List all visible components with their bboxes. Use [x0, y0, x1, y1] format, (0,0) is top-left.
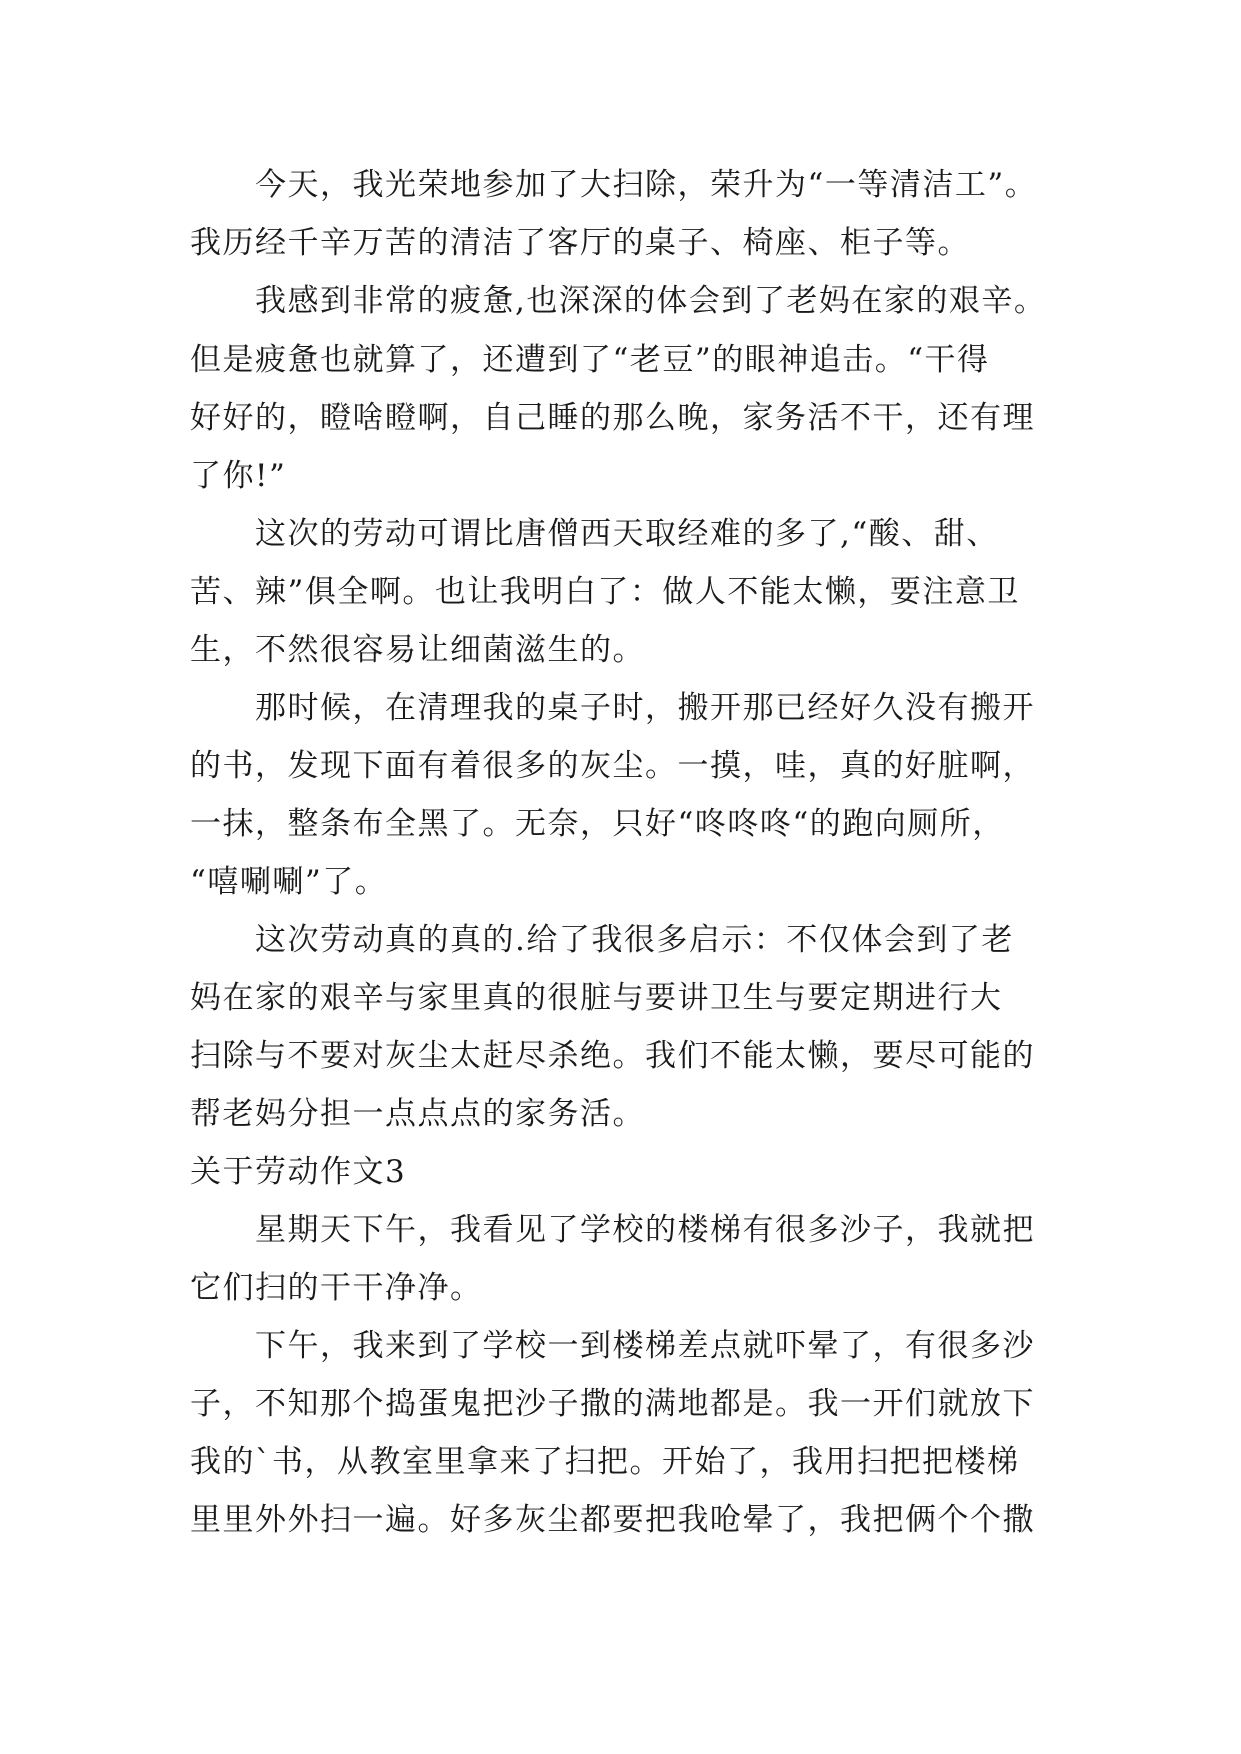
text-line: “嘻唰唰”了。 — [190, 864, 388, 900]
text-line: 里里外外扫一遍。好多灰尘都要把我呛晕了，我把俩个个撒 — [190, 1502, 1035, 1538]
text-line: 子，不知那个捣蛋鬼把沙子撒的满地都是。我一开们就放下 — [190, 1386, 1035, 1422]
text-line: 那时候，在清理我的桌子时，搬开那已经好久没有搬开 — [255, 690, 1035, 726]
text-line: 生，不然很容易让细菌滋生的。 — [190, 632, 645, 668]
text-line: 星期天下午，我看见了学校的楼梯有很多沙子，我就把 — [255, 1212, 1035, 1248]
text-line: 苦、辣”俱全啊。也让我明白了：做人不能太懒，要注意卫 — [190, 574, 1020, 610]
text-line: 这次的劳动可谓比唐僧西天取经难的多了,“酸、甜、 — [255, 516, 999, 552]
text-line: 一抹，整条布全黑了。无奈，只好“咚咚咚“的跑向厕所， — [190, 806, 1005, 842]
text-line: 了你!” — [190, 458, 287, 494]
text-line: 今天，我光荣地参加了大扫除，荣升为“一等清洁工”。 — [255, 167, 1038, 203]
text-line: 但是疲惫也就算了，还遭到了“老豆”的眼神追击。“干得 — [190, 342, 990, 378]
text-line: 这次劳动真的真的.给了我很多启示：不仅体会到了老 — [255, 922, 1014, 958]
text-line: 好好的，瞪啥瞪啊，自己睡的那么晚，家务活不干，还有理 — [190, 400, 1035, 436]
text-line: 妈在家的艰辛与家里真的很脏与要讲卫生与要定期进行大 — [190, 980, 1003, 1016]
text-line: 它们扫的干干净净。 — [190, 1270, 483, 1306]
text-line: 我的`书，从教室里拿来了扫把。开始了，我用扫把把楼梯 — [190, 1444, 1020, 1480]
section-heading: 关于劳动作文3 — [190, 1154, 407, 1190]
text-line: 的书，发现下面有着很多的灰尘。一摸，哇，真的好脏啊， — [190, 748, 1035, 784]
text-line: 帮老妈分担一点点点的家务活。 — [190, 1096, 645, 1132]
text-line: 我历经千辛万苦的清洁了客厅的桌子、椅座、柜子等。 — [190, 225, 970, 261]
text-line: 我感到非常的疲惫,也深深的体会到了老妈在家的艰辛。 — [255, 283, 1047, 319]
text-line: 扫除与不要对灰尘太赶尽杀绝。我们不能太懒，要尽可能的 — [190, 1038, 1035, 1074]
text-line: 下午，我来到了学校一到楼梯差点就吓晕了，有很多沙 — [255, 1328, 1035, 1364]
